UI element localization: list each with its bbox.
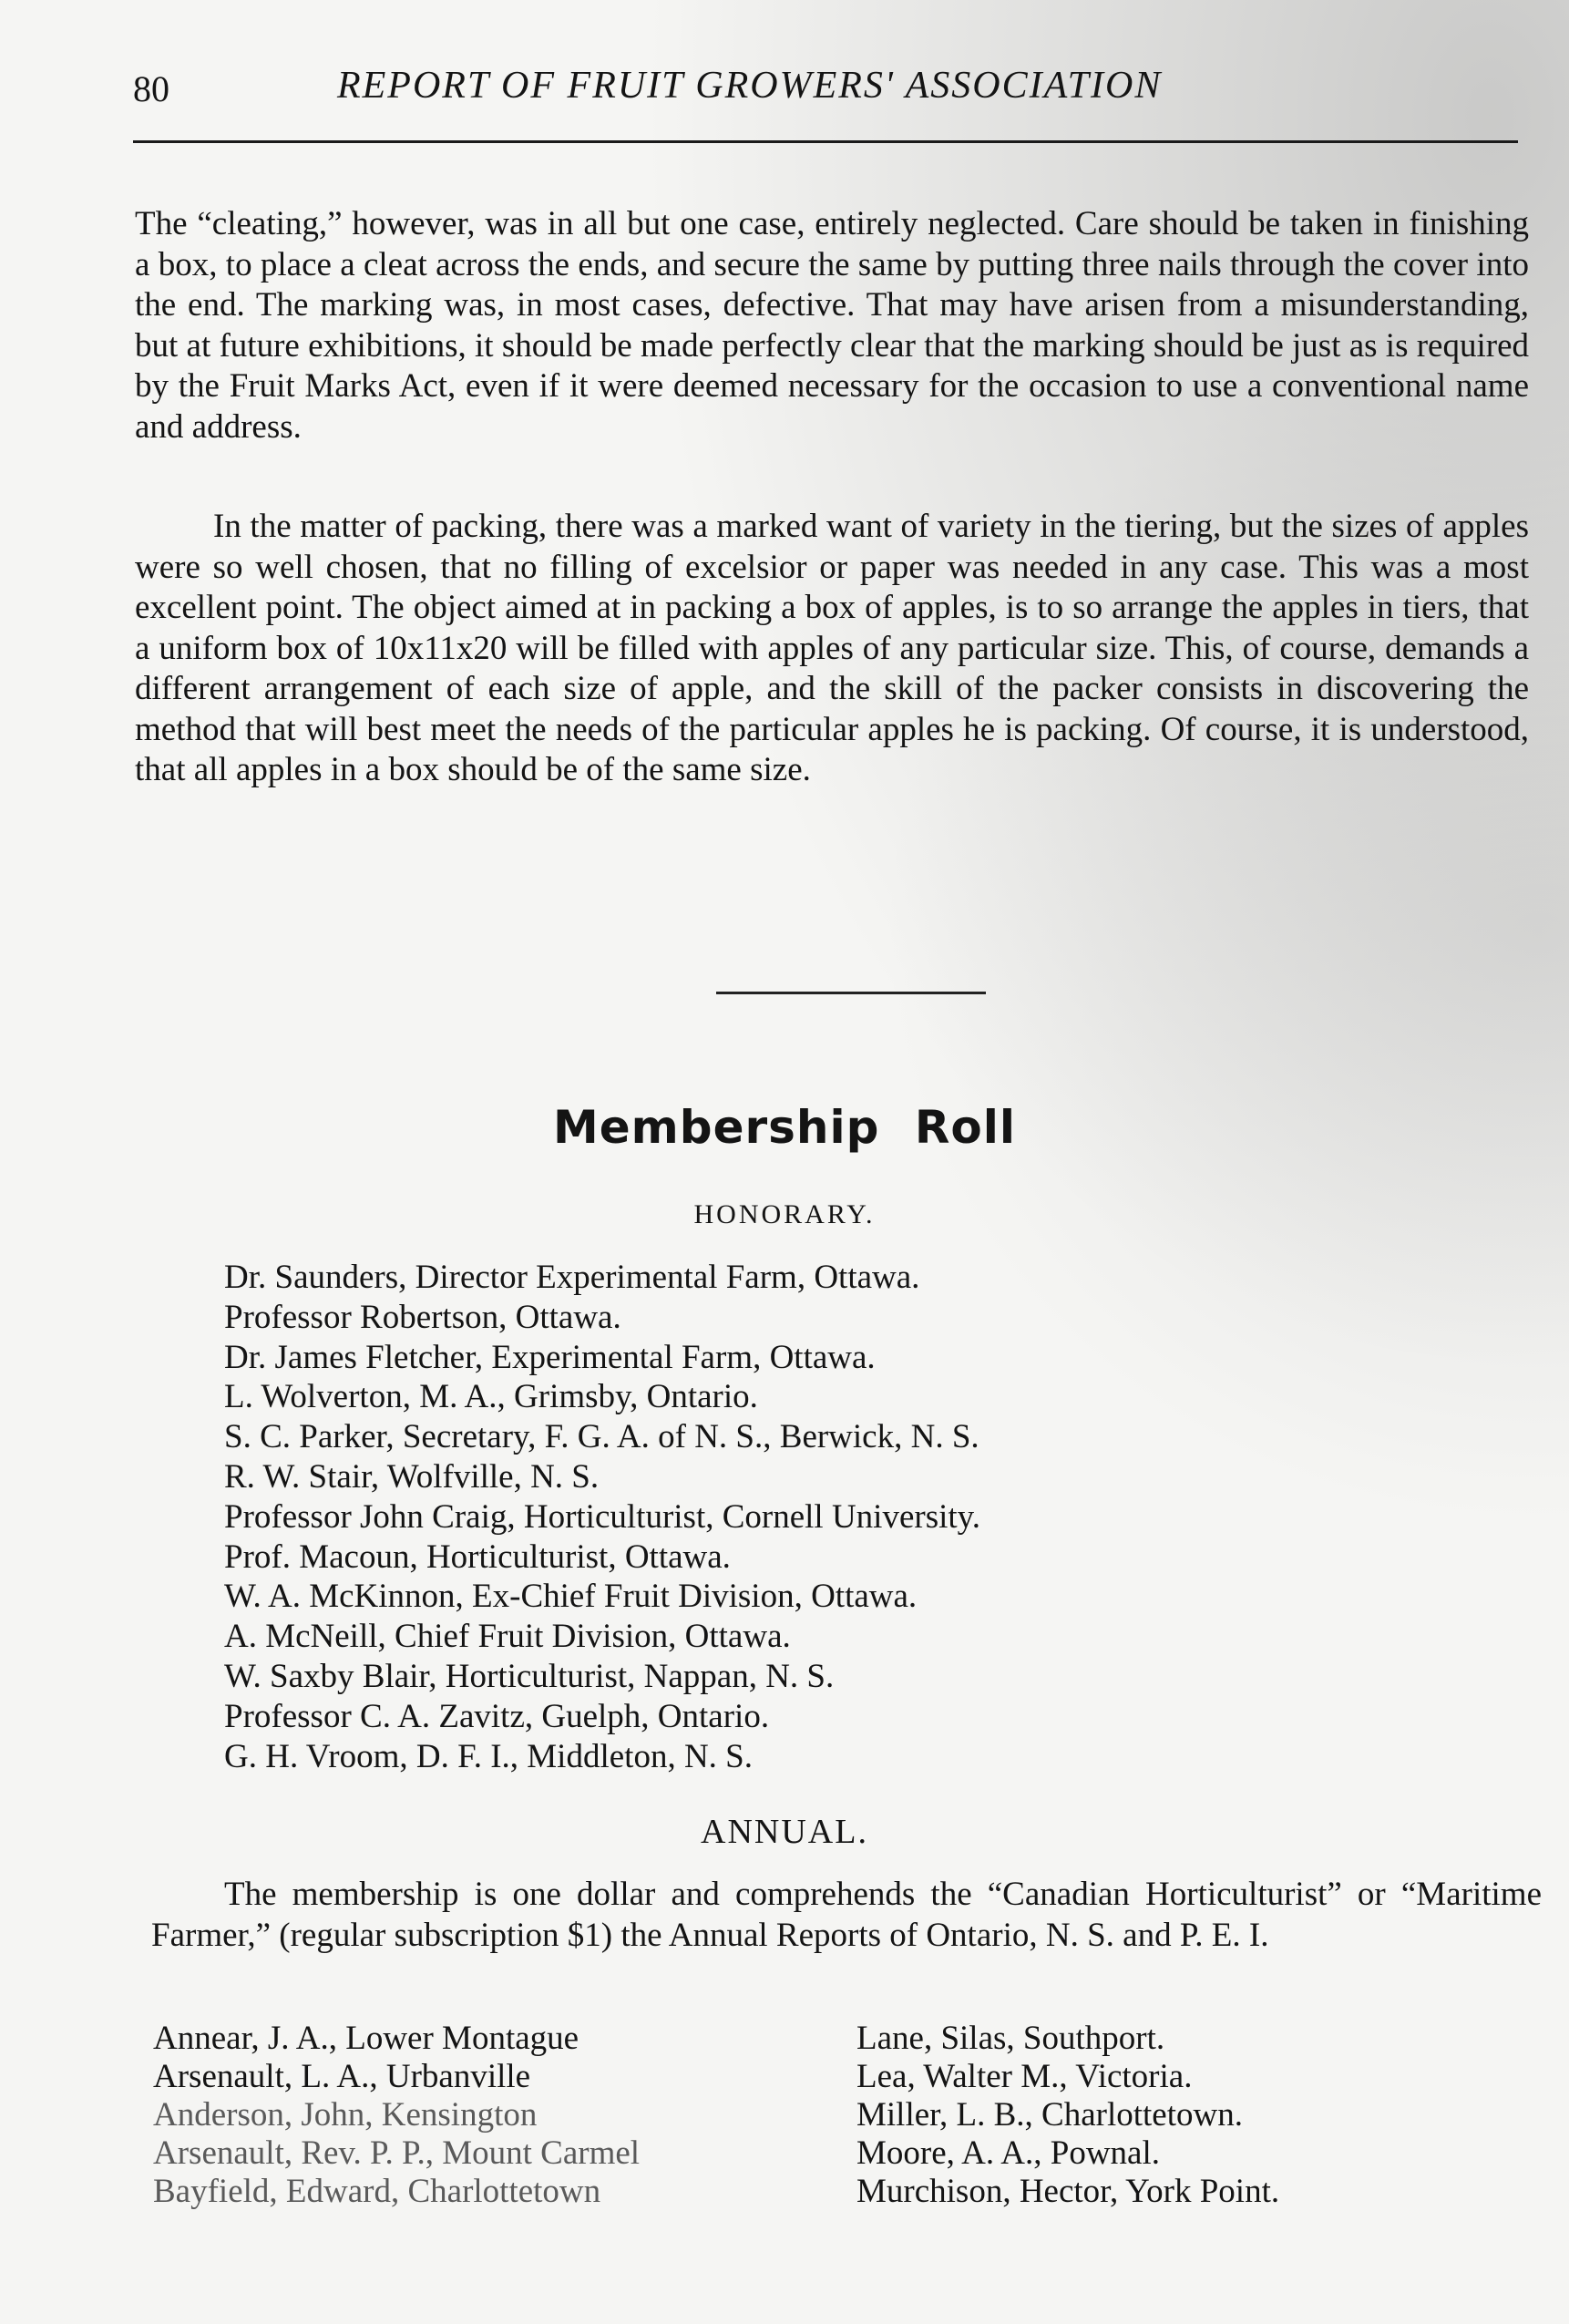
member-entry: Arsenault, L. A., Urbanville [153, 2058, 531, 2095]
member-entry: Bayfield, Edward, Charlottetown [153, 2173, 601, 2210]
header-rule [133, 140, 1518, 143]
member-entry: Anderson, John, Kensington [153, 2096, 538, 2134]
annual-heading: ANNUAL. [701, 1813, 868, 1851]
member-entry: Annear, J. A., Lower Montague [153, 2020, 579, 2057]
member-entry: Murchison, Hector, York Point. [856, 2173, 1280, 2210]
member-entry: Lane, Silas, Southport. [856, 2020, 1165, 2057]
section-divider [716, 992, 986, 994]
members-column-right [856, 2020, 1279, 2211]
honorary-member: Professor Robertson, Ottawa. [224, 1298, 621, 1336]
honorary-member: Prof. Macoun, Horticulturist, Ottawa. [224, 1537, 731, 1576]
page-number: 80 [133, 68, 169, 109]
honorary-member: Professor C. A. Zavitz, Guelph, Ontario. [224, 1697, 770, 1735]
honorary-member: S. C. Parker, Secretary, F. G. A. of N. S., Berwick, N. S. [224, 1418, 979, 1456]
members-column-left [153, 2020, 640, 2211]
running-title: REPORT OF FRUIT GROWERS' ASSOCIATION [337, 65, 1163, 107]
paragraph-packing: In the matter of packing, there was a marked want of variety in the tiering, but the sizes of apples were so well chosen, that no filling of excelsior or paper was needed in any case. This was a most excellent point. The object aimed at in packing a box of apples, is to so arrange the apples in tiers, that a uniform box of 10x11x20 will be filled with apples of any particular size. This, of course, demands a different arrangement of each size of apple, and the skill of the packer consists in discovering the method that will best meet the needs of the particular apples he is packing. Of course, it is understood, that all apples in a box should be of the same size. [135, 508, 1529, 788]
honorary-member: G. H. Vroom, D. F. I., Middleton, N. S. [224, 1737, 753, 1775]
member-entry: Miller, L. B., Charlottetown. [856, 2096, 1243, 2134]
honorary-member: W. Saxby Blair, Horticulturist, Nappan, N. S. [224, 1657, 835, 1695]
member-entry: Arsenault, Rev. P. P., Mount Carmel [153, 2134, 641, 2172]
member-entry: Moore, A. A., Pownal. [856, 2134, 1160, 2172]
paragraph-cleating: The “cleating,” however, was in all but one case, entirely neglected. Care should be taken in finishing a box, to place a cleat across the ends, and secure the same by putting three nails through the cover into the end. The marking was, in most cases, defective. That may have arisen from a misunderstanding, but at future exhibitions, it should be made perfectly clear that the marking should be just as is required by the Fruit Marks Act, even if it were deemed necessary for the occasion to use a conventional name and address. [135, 205, 1529, 446]
honorary-member: Dr. Saunders, Director Experimental Farm, Ottawa. [224, 1259, 920, 1296]
section-title: Membership Roll [553, 1101, 1016, 1154]
honorary-member: L. Wolverton, M. A., Grimsby, Ontario. [224, 1378, 758, 1416]
honorary-member: Dr. James Fletcher, Experimental Farm, Ottawa. [224, 1338, 876, 1376]
running-head [128, 57, 1513, 120]
honorary-member: W. A. McKinnon, Ex-Chief Fruit Division, Ottawa. [224, 1578, 918, 1616]
annual-intro: The membership is one dollar and comprehends the “Canadian Horticulturist” or “Maritime Farmer,” (regular subscription $1) the Annual Reports of Ontario, N. S. and P. E. I. [151, 1876, 1542, 1954]
honorary-member: Professor John Craig, Horticulturist, Cornell University. [224, 1497, 981, 1536]
honorary-member: R. W. Stair, Wolfville, N. S. [224, 1457, 600, 1496]
member-entry: Lea, Walter M., Victoria. [856, 2058, 1193, 2095]
honorary-member: A. McNeill, Chief Fruit Division, Ottawa. [224, 1618, 791, 1656]
honorary-list [224, 1258, 980, 1776]
honorary-heading: HONORARY. [693, 1199, 876, 1229]
